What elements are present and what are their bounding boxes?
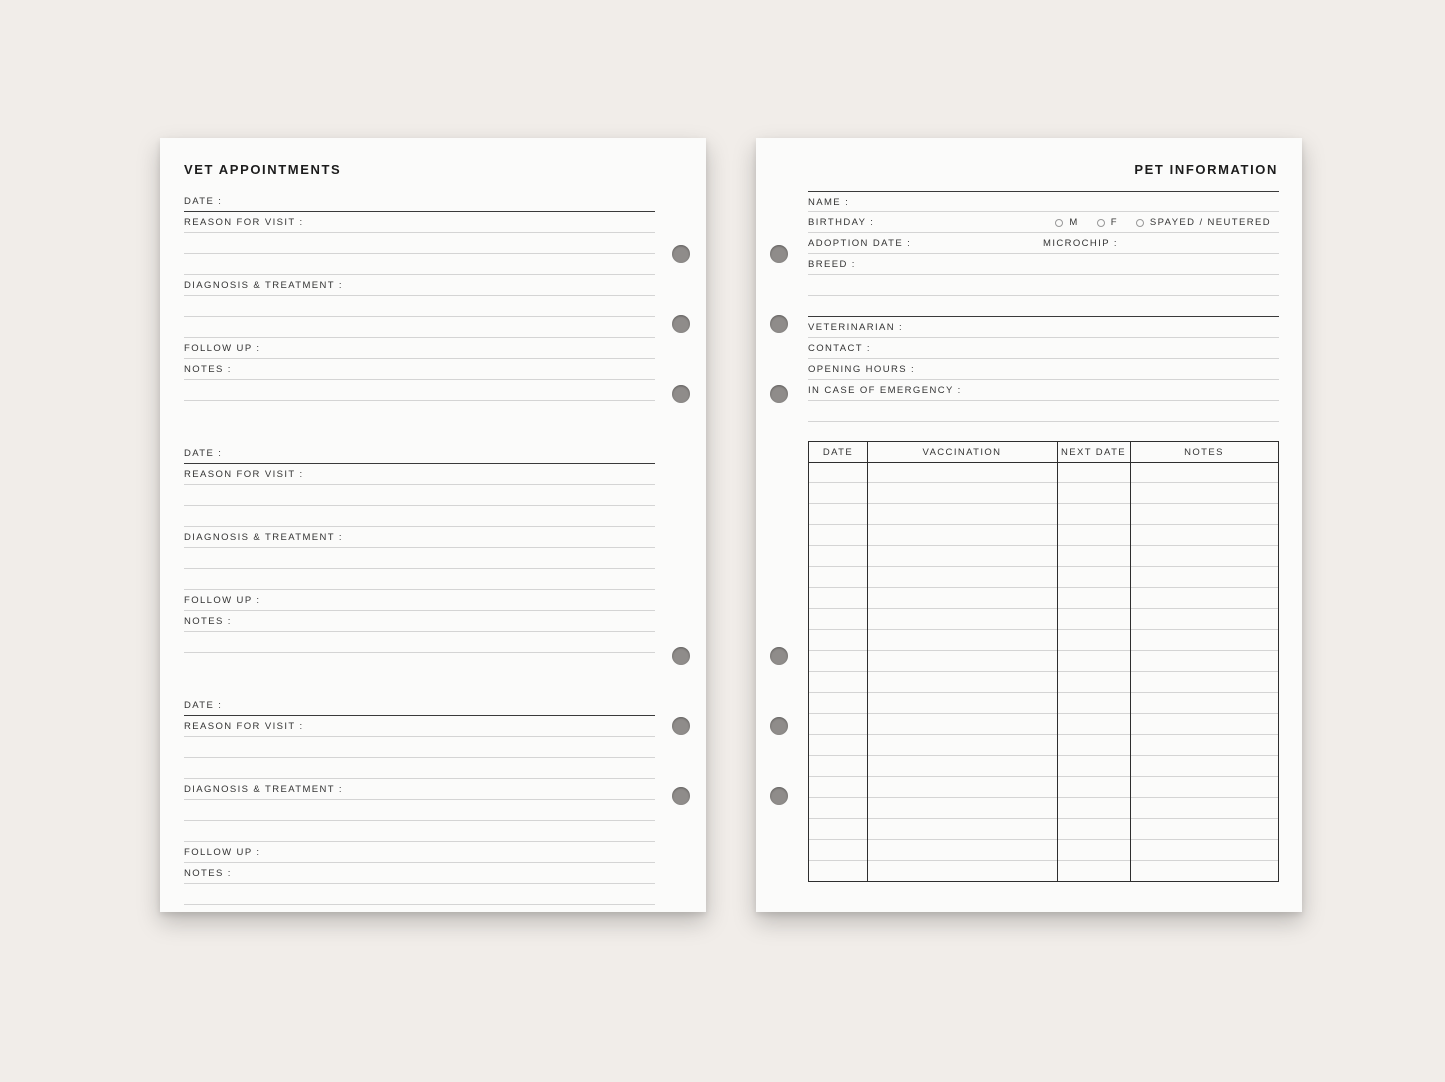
table-row[interactable] [809,483,1278,504]
punch-hole [672,315,690,333]
reason-label: REASON FOR VISIT : [184,469,304,480]
column-divider [1057,442,1058,881]
table-header [809,442,1278,463]
adoption-date-field[interactable] [808,233,1279,254]
blank-line[interactable] [184,758,655,779]
notes-label: NOTES : [184,616,232,627]
blank-line[interactable] [184,569,655,590]
contact-field[interactable] [808,338,1279,359]
header-date: DATE [822,446,854,458]
reason-field[interactable] [184,716,655,737]
table-row[interactable] [809,651,1278,672]
diagnosis-field[interactable] [184,527,655,548]
name-label: NAME : [808,197,850,208]
reason-field[interactable] [184,464,655,485]
radio-circle-icon[interactable] [1136,219,1144,227]
adoption-date-label: ADOPTION DATE : [808,238,912,249]
option-label: M [1069,217,1079,228]
blank-line[interactable] [184,737,655,758]
option-label: SPAYED / NEUTERED [1149,217,1271,228]
follow-up-field[interactable] [184,338,655,359]
blank-line[interactable] [184,884,655,905]
table-body [809,462,1278,882]
birthday-label: BIRTHDAY : [808,217,875,228]
diagnosis-field[interactable] [184,779,655,800]
follow-up-field[interactable] [184,590,655,611]
vaccination-table [808,441,1279,882]
table-row[interactable] [809,735,1278,756]
punch-hole [672,647,690,665]
veterinarian-label: VETERINARIAN : [808,322,904,333]
blank-line[interactable] [808,401,1279,422]
appointment-entry [184,695,655,905]
punch-hole [770,315,788,333]
punch-hole [672,787,690,805]
page-title: VET APPOINTMENTS [184,162,342,177]
blank-line[interactable] [184,485,655,506]
header-vaccination: VACCINATION [922,446,1002,458]
reason-label: REASON FOR VISIT : [184,217,304,228]
table-row[interactable] [809,798,1278,819]
table-row[interactable] [809,672,1278,693]
opening-hours-label: OPENING HOURS : [808,364,916,375]
notes-field[interactable] [184,359,655,380]
blank-line[interactable] [808,296,1279,317]
section-spacer [184,422,655,443]
table-row[interactable] [809,567,1278,588]
blank-line[interactable] [184,233,655,254]
pet-info-fields [808,191,1279,422]
contact-label: CONTACT : [808,343,871,354]
table-row[interactable] [809,504,1278,525]
punch-hole [770,787,788,805]
punch-hole [672,385,690,403]
blank-line[interactable] [184,800,655,821]
blank-line[interactable] [184,548,655,569]
blank-line[interactable] [184,632,655,653]
punch-hole [770,717,788,735]
table-row[interactable] [809,777,1278,798]
blank-line[interactable] [808,275,1279,296]
vet-appointments-page [160,138,706,912]
punch-hole [770,245,788,263]
date-label: DATE : [184,448,223,459]
pet-information-page [756,138,1302,912]
notes-field[interactable] [184,863,655,884]
header-notes: NOTES [1184,446,1224,458]
follow-up-field[interactable] [184,842,655,863]
breed-field[interactable] [808,254,1279,275]
reason-label: REASON FOR VISIT : [184,721,304,732]
date-field[interactable] [184,191,655,212]
date-field[interactable] [184,695,655,716]
blank-line[interactable] [184,296,655,317]
section-spacer [184,674,655,695]
date-field[interactable] [184,443,655,464]
date-label: DATE : [184,196,223,207]
punch-hole [770,647,788,665]
notes-label: NOTES : [184,868,232,879]
follow-up-label: FOLLOW UP : [184,595,261,606]
table-row[interactable] [809,693,1278,714]
breed-label: BREED : [808,259,856,270]
page-title: PET INFORMATION [1134,162,1278,177]
diagnosis-label: DIAGNOSIS & TREATMENT : [184,280,343,291]
appointments-list [184,191,655,905]
table-row[interactable] [809,462,1278,483]
follow-up-label: FOLLOW UP : [184,343,261,354]
blank-line[interactable] [184,317,655,338]
reason-field[interactable] [184,212,655,233]
diagnosis-field[interactable] [184,275,655,296]
section-spacer [184,401,655,422]
notes-label: NOTES : [184,364,232,375]
table-row[interactable] [809,609,1278,630]
birthday-field[interactable] [808,212,1279,233]
option-label: F [1110,217,1118,228]
opening-hours-field[interactable] [808,359,1279,380]
notes-field[interactable] [184,611,655,632]
date-label: DATE : [184,700,223,711]
emergency-label: IN CASE OF EMERGENCY : [808,385,962,396]
punch-hole [672,245,690,263]
column-divider [1130,442,1131,881]
emergency-field[interactable] [808,380,1279,401]
option-male[interactable] [1055,217,1078,228]
table-row[interactable] [809,861,1278,882]
section-spacer [184,653,655,674]
blank-line[interactable] [184,380,655,401]
microchip-label: MICROCHIP : [1043,238,1118,249]
punch-hole [770,385,788,403]
sex-options [1055,217,1271,228]
option-spayed-neutered[interactable] [1136,217,1271,228]
table-row[interactable] [809,546,1278,567]
diagnosis-label: DIAGNOSIS & TREATMENT : [184,532,343,543]
table-row[interactable] [809,756,1278,777]
table-row[interactable] [809,525,1278,546]
table-row[interactable] [809,840,1278,861]
table-row[interactable] [809,630,1278,651]
table-row[interactable] [809,819,1278,840]
punch-hole [672,717,690,735]
blank-line[interactable] [184,821,655,842]
blank-line[interactable] [184,254,655,275]
blank-line[interactable] [184,506,655,527]
veterinarian-field[interactable] [808,317,1279,338]
appointment-entry [184,443,655,695]
appointment-entry [184,191,655,443]
name-field[interactable] [808,191,1279,212]
radio-circle-icon[interactable] [1055,219,1063,227]
table-row[interactable] [809,588,1278,609]
table-row[interactable] [809,714,1278,735]
radio-circle-icon[interactable] [1097,219,1105,227]
option-female[interactable] [1097,217,1118,228]
diagnosis-label: DIAGNOSIS & TREATMENT : [184,784,343,795]
column-divider [867,442,868,881]
follow-up-label: FOLLOW UP : [184,847,261,858]
header-next-date: NEXT DATE [1060,446,1127,458]
